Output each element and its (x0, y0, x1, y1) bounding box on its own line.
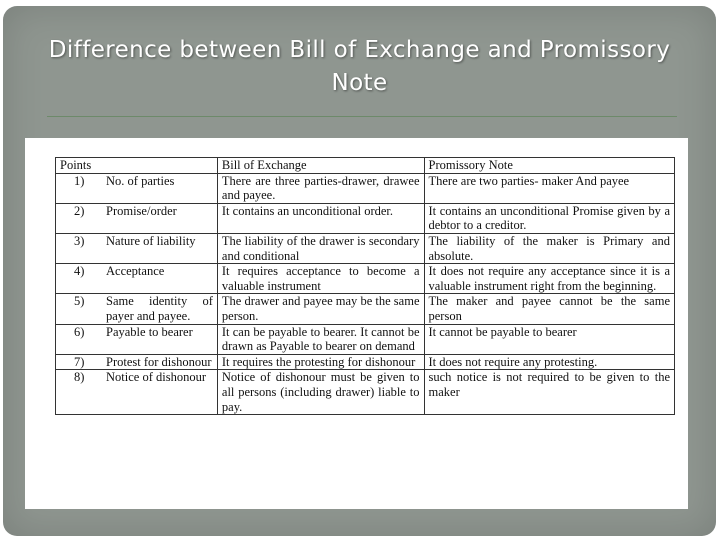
slide-title-line-2: Note (331, 70, 388, 96)
point-number: 3) (74, 233, 85, 248)
note-cell: There are two parties- maker And payee (424, 173, 675, 203)
header-promissory-note: Promissory Note (424, 158, 675, 174)
point-cell (56, 370, 218, 415)
table-row (56, 203, 675, 233)
header-bill-of-exchange: Bill of Exchange (217, 158, 424, 174)
point-number: 4) (74, 264, 85, 279)
note-cell: It cannot be payable to bearer (424, 324, 675, 354)
point-label: Notice of dishonour (106, 370, 206, 385)
point-number: 5) (74, 294, 85, 309)
table-image (25, 138, 688, 509)
table-row (56, 354, 675, 370)
bill-cell: The liability of the drawer is secondary and conditional (217, 233, 424, 263)
note-cell: such notice is not required to be given to the maker (424, 370, 675, 415)
point-number: 1) (74, 173, 85, 188)
point-label: Protest for dishonour (106, 354, 212, 369)
bill-cell: There are three parties-drawer, drawee and payee. (217, 173, 424, 203)
note-cell: It does not require any protesting. (424, 354, 675, 370)
bill-cell: It contains an unconditional order. (217, 203, 424, 233)
point-label: Same identity of payer and payee. (106, 294, 213, 323)
point-number: 8) (74, 370, 85, 385)
table-header-row (56, 158, 675, 174)
point-cell (56, 264, 218, 294)
table-row (56, 233, 675, 263)
point-cell (56, 203, 218, 233)
bill-cell: Notice of dishonour must be given to all persons (including drawer) liable to pay. (217, 370, 424, 415)
note-cell: It contains an unconditional Promise given by a debtor to a creditor. (424, 203, 675, 233)
point-label: Nature of liability (106, 233, 196, 248)
point-number: 2) (74, 203, 85, 218)
point-cell (56, 354, 218, 370)
slide (3, 6, 716, 536)
table-row (56, 294, 675, 324)
table-row (56, 324, 675, 354)
note-cell: The liability of the maker is Primary and absolute. (424, 233, 675, 263)
bill-cell: The drawer and payee may be the same person. (217, 294, 424, 324)
bill-cell: It can be payable to bearer. It cannot be drawn as Payable to bearer on demand (217, 324, 424, 354)
table-row (56, 173, 675, 203)
point-label: No. of parties (106, 173, 175, 188)
point-cell (56, 173, 218, 203)
note-cell: The maker and payee cannot be the same person (424, 294, 675, 324)
table-row (56, 264, 675, 294)
point-number: 6) (74, 324, 85, 339)
bill-cell: It requires acceptance to become a valuable instrument (217, 264, 424, 294)
comparison-table (55, 157, 675, 415)
bill-cell: It requires the protesting for dishonour (217, 354, 424, 370)
point-number: 7) (74, 354, 85, 369)
point-label: Payable to bearer (106, 324, 193, 339)
slide-title-line-1: Difference between Bill of Exchange and Promissory (48, 37, 671, 63)
point-label: Promise/order (106, 203, 177, 218)
point-label: Acceptance (106, 264, 165, 279)
title-divider (47, 116, 677, 117)
point-cell (56, 233, 218, 263)
point-cell (56, 294, 218, 324)
header-points: Points (56, 158, 218, 174)
note-cell: It does not require any acceptance since it is a valuable instrument right from the beginning. (424, 264, 675, 294)
slide-title (3, 34, 716, 100)
point-cell (56, 324, 218, 354)
table-row (56, 370, 675, 415)
